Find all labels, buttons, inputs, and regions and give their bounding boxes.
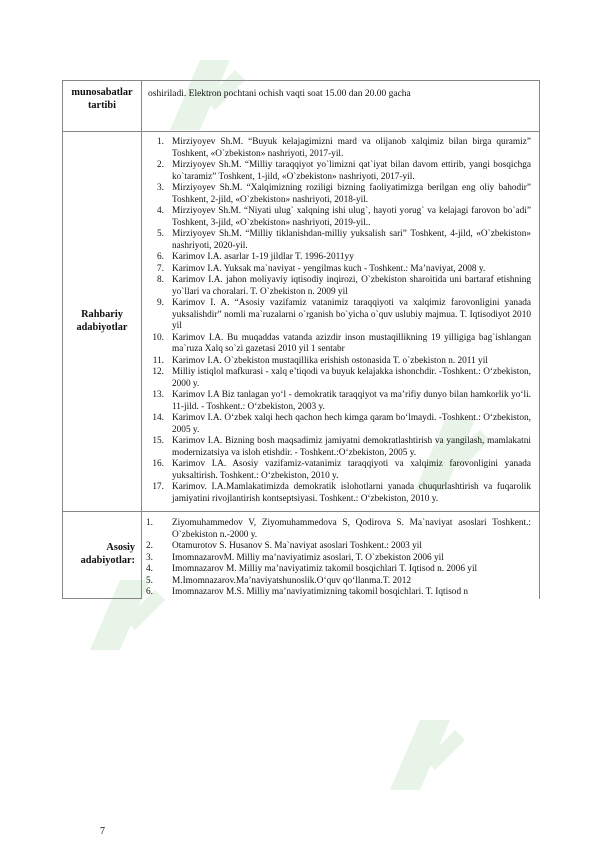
- reference-item: [146, 576, 531, 588]
- reference-text: Ziyomuhammedov V, Ziyomuhammedova S, Qodirova S. Ma`naviyat asoslari Toshkent.: O`zbekiston n.-2000 y.: [172, 518, 531, 540]
- reference-text: Karimov I.A. Asosiy vazifamiz-vatanimiz taraqqiyoti va xalqimiz farovonligini yanada yuksaltirish. Toshkent.: O‘zbekiston, 2010 y.: [172, 459, 531, 481]
- reference-number: 1.: [157, 137, 164, 147]
- reference-text: M.Imomnazarov.Ma’naviyatshunoslik.O‘quv qo‘llanma.T. 2012: [172, 575, 412, 586]
- reference-text: Karimov I. A. “Asosiy vazifamiz vatanimiz taraqqiyoti va xalqimiz farovonligini yanada yuksalishdir” nomli ma`ruzalarni o`rganish bo`yicha o`quv uslubiy majmua. T. Iqtisodiyot 2010 yil: [172, 298, 531, 331]
- reference-item: [146, 264, 531, 276]
- basic-literature-list: [142, 512, 539, 599]
- main-literature-row: [63, 132, 540, 512]
- reference-item: [146, 367, 531, 390]
- reference-number: 2.: [157, 160, 164, 170]
- reference-number: 2.: [146, 541, 153, 551]
- page-number: 7: [100, 826, 105, 837]
- contact-text: oshiriladi. Elektron pochtani ochish vaqti soat 15.00 dan 20.00 gacha: [148, 89, 411, 99]
- main-literature-list: [142, 132, 539, 511]
- reference-number: 16.: [152, 459, 164, 469]
- reference-number: 13.: [152, 390, 164, 400]
- reference-number: 5.: [146, 575, 153, 586]
- reference-number: 3.: [146, 552, 153, 563]
- reference-item: [146, 252, 531, 264]
- reference-item: [146, 436, 531, 459]
- reference-item: [146, 229, 531, 252]
- reference-item: [146, 275, 531, 298]
- reference-item: [146, 298, 531, 333]
- reference-number: 15.: [152, 436, 164, 446]
- main-literature-cell: [142, 132, 540, 512]
- reference-text: Otamurotov S. Husanov S. Ma`naviyat asoslari Toshkent.: 2003 yil: [172, 541, 422, 551]
- reference-item: [146, 459, 531, 482]
- reference-item: [146, 206, 531, 229]
- reference-text: Karimov I.A. Bu muqaddas vatanda azizdir inson mustaqillikning 19 yilligiga bag`ishlangan ma`ruza Xalq so`zi gazetasi 2010 yil 1 sentabr: [172, 332, 531, 354]
- syllabus-table: [62, 80, 540, 599]
- reference-text: Mirziyoyev Sh.M. “Niyati ulug` xalqning ishi ulug`, hayoti yorug` va kelajagi farovon bo`adi” Toshkent, 3-jild, «O`zbekiston» nashriyoti, 2019-yil..: [172, 206, 531, 228]
- reference-item: [146, 183, 531, 206]
- reference-text: Imomnazarov M.S. Milliy ma’naviyatimizning takomil bosqichlari. T. Iqtisod n: [172, 587, 469, 597]
- reference-item: [146, 518, 531, 541]
- reference-number: 6.: [146, 587, 153, 597]
- reference-text: Karimov I.A Biz tanlagan yo‘l - demokratik taraqqiyot va ma’rifiy dunyo bilan hamkorlik yo‘li. 11-jild. - Toshkent.: O‘zbekiston, 2003 y.: [172, 390, 531, 412]
- watermark-logo-icon: [370, 700, 480, 810]
- contact-text-cell: [142, 81, 540, 132]
- reference-number: 4.: [146, 564, 153, 574]
- reference-number: 3.: [157, 183, 164, 193]
- reference-item: [146, 564, 531, 576]
- reference-item: [146, 356, 531, 368]
- reference-item: [146, 160, 531, 183]
- reference-number: 12.: [152, 367, 164, 377]
- basic-literature-label: Asosiy adabiyotlar:: [80, 542, 135, 566]
- contact-row: [63, 81, 540, 132]
- basic-literature-row: [63, 512, 540, 599]
- contact-label: munosabatlar tartibi: [71, 87, 133, 111]
- reference-text: Karimov I.A. jahon moliyaviy iqtisodiy inqirozi, O`zbekiston sharoitida uni bartaraf etishning yo`llari va choralari. T. O`zbekiston n. 2009 yil: [172, 275, 531, 297]
- reference-text: Karimov I.A. asarlar 1-19 jildlar T. 1996-2011yy: [172, 252, 354, 262]
- basic-literature-cell: [142, 512, 540, 599]
- contact-label-cell: [63, 81, 142, 132]
- reference-text: Karimov I.A. O`zbekiston mustaqillika erishish ostonasida T. o`zbekiston n. 2011 yil: [172, 355, 488, 366]
- reference-item: [146, 541, 531, 553]
- reference-number: 1.: [146, 518, 153, 528]
- main-literature-label-cell: [63, 132, 142, 512]
- reference-item: [146, 413, 531, 436]
- reference-number: 7.: [157, 263, 164, 274]
- reference-number: 10.: [152, 332, 164, 343]
- reference-item: [146, 137, 531, 160]
- basic-literature-label-cell: [63, 512, 142, 599]
- reference-number: 5.: [157, 229, 164, 239]
- reference-text: Mirziyoyev Sh.M. “Xalqimizning roziligi bizning faoliyatimizga berilgan eng oliy bahodir” Toshkent, 2-jild, «O`zbekiston» nashriyoti, 2018-yil.: [172, 183, 531, 205]
- reference-item: [146, 482, 531, 505]
- reference-item: [146, 553, 531, 565]
- reference-text: Mirziyoyev Sh.M. “Milliy tiklanishdan-milliy yuksalish sari” Toshkent, 4-jild, «O`zbekiston» nashriyoti, 2020-yil.: [172, 229, 531, 251]
- reference-text: Mirziyoyev Sh.M. “Milliy taraqqiyot yo`limizni qat`iyat bilan davom ettirib, yangi bosqichga ko`taramiz” Toshkent, 1-jild, «O`zbekiston» nashriyoti, 2017-yil.: [172, 160, 531, 182]
- main-literature-label: Rahbariy adabiyotlar: [76, 308, 128, 333]
- reference-text: Karimov. I.A.Mamlakatimizda demokratik islohotlarni yanada chuqurlashtirish va fuqarolik jamiyatini rivojlantirish kontseptsiyasi. Toshkent.: O‘zbekiston, 2010 y.: [172, 482, 531, 504]
- reference-number: 11.: [152, 355, 164, 366]
- reference-text: Karimov I.A. O‘zbek xalqi hech qachon hech kimga qaram bo‘lmaydi. -Toshkent.: O‘zbekiston, 2005 y.: [172, 413, 531, 435]
- reference-text: Karimov I.A. Bizning bosh maqsadimiz jamiyatni demokratlashtirish va yangilash, mamlakatni modernizatsiya va isloh etishdir. - Toshkent.:O‘zbekiston, 2005 y.: [172, 436, 531, 458]
- reference-number: 6.: [157, 252, 164, 262]
- reference-item: [146, 390, 531, 413]
- reference-number: 8.: [157, 275, 164, 285]
- reference-text: Mirziyoyev Sh.M. “Buyuk kelajagimizni mard va olijanob xalqimiz bilan birga quramiz” Toshkent, «O`zbekiston» nashriyoti, 2017-yil.: [172, 137, 531, 159]
- reference-number: 14.: [152, 413, 164, 423]
- reference-number: 17.: [152, 482, 164, 492]
- reference-item: [146, 333, 531, 356]
- reference-text: Karimov I.A. Yuksak ma`naviyat - yengilmas kuch - Toshkent.: Ma’naviyat, 2008 y.: [172, 263, 486, 274]
- reference-item: [146, 587, 531, 599]
- reference-text: Imomnazarov M. Milliy ma’naviyatimiz takomil bosqichlari T. Iqtisod n. 2006 yil: [172, 564, 478, 574]
- reference-text: ImomnazarovM. Milliy ma’naviyatimiz asoslari, T. O`zbekiston 2006 yil: [172, 552, 444, 563]
- reference-number: 4.: [157, 206, 164, 216]
- reference-number: 9.: [157, 298, 164, 308]
- reference-text: Milliy istiqlol mafkurasi - xalq e’tiqodi va buyuk kelajakka ishonchdir. -Toshkent.: O‘zbekiston, 2000 y.: [172, 367, 531, 389]
